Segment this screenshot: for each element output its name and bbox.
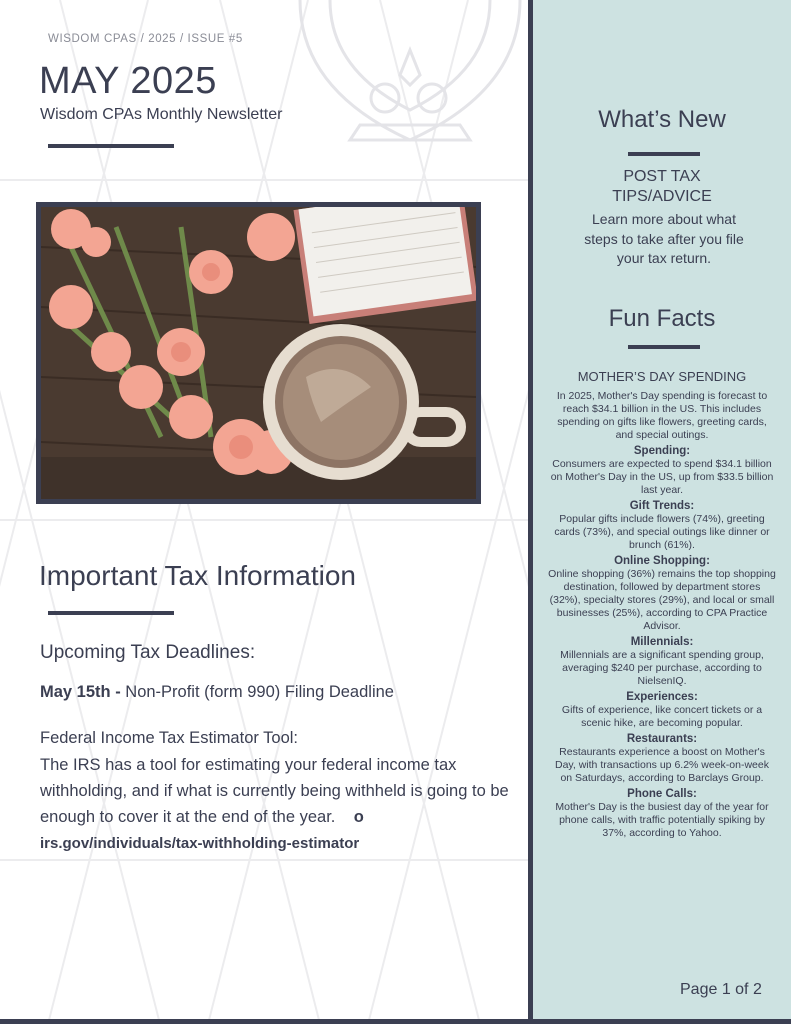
news-body: Learn more about what steps to take after you file your tax return. [584, 211, 744, 266]
fact-head-millennials: Millennials: [630, 636, 694, 648]
hero-photo [36, 202, 481, 504]
newsletter-title: MAY 2025 [39, 60, 217, 102]
page-number: Page 1 of 2 [680, 981, 762, 998]
fact-body-phone-calls: Mother's Day is the busiest day of the year for phone calls, with traffic potentially spiking by 37%, according to Yahoo. [555, 801, 769, 839]
newsletter-subtitle: Wisdom CPAs Monthly Newsletter [40, 106, 283, 123]
facts-intro: In 2025, Mother's Day spending is forecast to reach $34.1 billion in the US. This includes spending on gifts like flowers, greeting cards, and special outings. [556, 390, 768, 441]
whats-new-rule [628, 152, 700, 156]
deadline-text: Non-Profit (form 990) Filing Deadline [125, 683, 394, 701]
fact-body-spending: Consumers are expected to spend $34.1 billion on Mother's Day in the US, up from $33.5 billion last year. [550, 458, 774, 496]
fact-body-restaurants: Restaurants experience a boost on Mother's Day, with transactions up 6.2% week-on-week on Saturdays, according to Barclays Group. [555, 746, 769, 784]
tool-heading: Federal Income Tax Estimator Tool: [40, 729, 299, 747]
tool-bullet: o [353, 808, 364, 826]
fact-head-experiences: Experiences: [626, 691, 698, 703]
fact-body-gift-trends: Popular gifts include flowers (74%), greeting cards (73%), and special outings like dinner or brunch (61%). [554, 513, 770, 551]
fact-body-experiences: Gifts of experience, like concert tickets or a scenic hike, are becoming popular. [561, 704, 763, 729]
estimator-link[interactable]: irs.gov/individuals/tax-withholding-estimator [40, 835, 360, 852]
whats-new-title: What’s New [598, 106, 726, 133]
flowers-coffee-image [41, 207, 476, 499]
fact-head-phone-calls: Phone Calls: [627, 788, 697, 800]
deadline-item [40, 683, 394, 702]
fun-facts-rule [628, 345, 700, 349]
fact-body-online-shopping: Online shopping (36%) remains the top shopping destination, followed by department stores (32%), specialty stores (29%), and local or small businesses (25%), according to CPA Practice Advisor. [548, 568, 776, 632]
fact-head-restaurants: Restaurants: [626, 733, 698, 745]
facts-panel [548, 390, 776, 842]
fact-head-spending: Spending: [633, 445, 691, 457]
section-title: Important Tax Information [39, 560, 356, 591]
deadlines-heading: Upcoming Tax Deadlines: [40, 642, 256, 663]
title-rule [48, 144, 174, 148]
news-heading-line1: POST TAX [623, 168, 701, 185]
fact-head-gift-trends: Gift Trends: [629, 500, 695, 512]
bottom-bar [0, 1019, 791, 1024]
section-rule [48, 611, 174, 615]
issue-eyebrow: WISDOM CPAS / 2025 / ISSUE #5 [48, 33, 243, 45]
tool-description: The IRS has a tool for estimating your federal income tax withholding, and if what is currently being withheld is going to be enough to cover it at the end of the year. [40, 756, 509, 826]
tool-body [40, 752, 510, 857]
fun-facts-title: Fun Facts [608, 305, 716, 332]
fact-head-online-shopping: Online Shopping: [614, 555, 710, 567]
news-heading-line2: TIPS/ADVICE [612, 188, 712, 205]
fact-body-millennials: Millennials are a significant spending group, averaging $240 per purchase, according to NielsenIQ. [560, 649, 764, 687]
facts-heading: MOTHER’S DAY SPENDING [577, 369, 747, 384]
deadline-date: May 15th - [40, 683, 121, 701]
